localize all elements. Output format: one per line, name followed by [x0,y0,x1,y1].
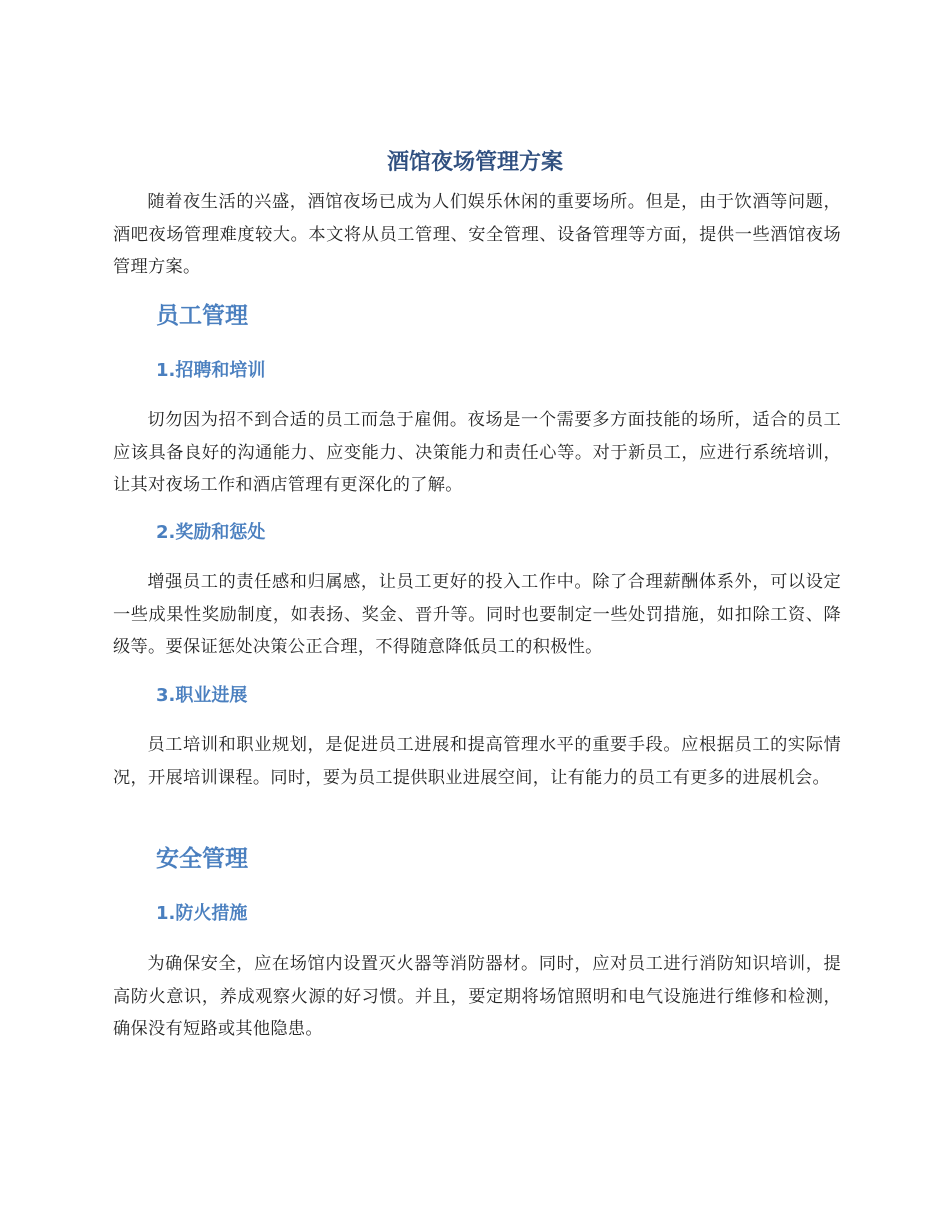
subsection-heading-career: 3.职业进展 [156,685,248,706]
section-heading-safety: 安全管理 [156,846,248,872]
section-heading-staff: 员工管理 [156,303,248,329]
paragraph-fire: 为确保安全，应在场馆内设置灭火器等消防器材。同时，应对员工进行消防知识培训，提高防火意识，养成观察火源的好习惯。并且，要定期将场馆照明和电气设施进行维修和检测，确保没有短路或其他隐患。 [113,954,841,1039]
paragraph-reward: 增强员工的责任感和归属感，让员工更好的投入工作中。除了合理薪酬体系外，可以设定一些成果性奖励制度，如表扬、奖金、晋升等。同时也要制定一些处罚措施，如扣除工资、降级等。要保证惩处决策公正合理，不得随意降低员工的积极性。 [113,572,841,657]
subsection-heading-recruit: 1.招聘和培训 [156,360,266,381]
subsection-heading-fire: 1.防火措施 [156,903,248,924]
subsection-heading-reward: 2.奖励和惩处 [156,522,266,543]
paragraph-career: 员工培训和职业规划，是促进员工进展和提高管理水平的重要手段。应根据员工的实际情况，开展培训课程。同时，要为员工提供职业进展空间，让有能力的员工有更多的进展机会。 [113,735,841,788]
intro-paragraph: 随着夜生活的兴盛，酒馆夜场已成为人们娱乐休闲的重要场所。但是，由于饮酒等问题，酒吧夜场管理难度较大。本文将从员工管理、安全管理、设备管理等方面，提供一些酒馆夜场管理方案。 [113,192,841,277]
paragraph-recruit: 切勿因为招不到合适的员工而急于雇佣。夜场是一个需要多方面技能的场所，适合的员工应该具备良好的沟通能力、应变能力、决策能力和责任心等。对于新员工，应进行系统培训，让其对夜场工作和酒店管理有更深化的了解。 [113,410,841,495]
document-title: 酒馆夜场管理方案 [386,150,563,175]
